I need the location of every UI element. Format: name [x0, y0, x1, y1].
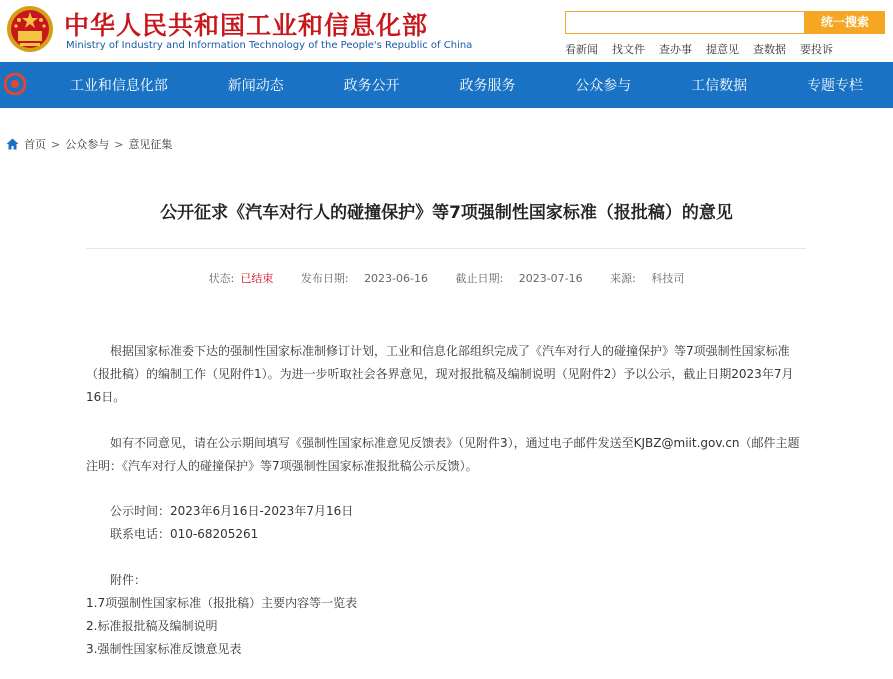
site-title[interactable]: 中华人民共和国工业和信息化部: [64, 11, 429, 40]
nav-item-data[interactable]: 工信数据: [691, 78, 748, 94]
meta-status: [203, 272, 280, 285]
nav-item-news[interactable]: 新闻动态: [227, 78, 284, 94]
nav-item-gov-services[interactable]: 政务服务: [459, 78, 516, 94]
site-header: [0, 0, 893, 62]
site-subtitle: Ministry of Industry and Information Technology of the People's Republic of China: [66, 40, 473, 51]
publicity-time: 公示时间：2023年6月16日-2023年7月16日: [110, 504, 354, 518]
quick-link-feedback[interactable]: 提意见: [706, 43, 739, 56]
meta-deadline-label: 截止日期:: [455, 272, 504, 285]
attachment-link-2[interactable]: 2.标准报批稿及编制说明: [86, 619, 218, 633]
quick-link-documents[interactable]: 找文件: [612, 43, 645, 56]
article-paragraph-1: 根据国家标准委下达的强制性国家标准制修订计划，工业和信息化部组织完成了《汽车对行人的碰撞保护》等7项强制性国家标准（报批稿）的编制工作（见附件1）。为进一步听取社会各界意见，现对报批稿及编制说明（见附件2）予以公示，截止日期2023年7月16日。: [86, 344, 794, 404]
quick-link-services[interactable]: 查办事: [659, 43, 692, 56]
nav-item-gov-affairs[interactable]: 政务公开: [343, 78, 400, 94]
main-nav: [0, 62, 893, 108]
meta-publish-value: 2023-06-16: [364, 272, 428, 285]
quick-link-data[interactable]: 查数据: [753, 43, 786, 56]
quick-link-complaint[interactable]: 要投诉: [800, 43, 833, 56]
meta-source-value: 科技司: [651, 272, 685, 285]
nav-item-ministry[interactable]: 工业和信息化部: [69, 78, 168, 94]
meta-deadline: [450, 272, 589, 285]
status-badge: 已结束: [240, 272, 274, 285]
title-divider: [86, 248, 806, 249]
breadcrumb-separator: >: [114, 137, 124, 151]
article-paragraph-2: 如有不同意见，请在公示期间填写《强制性国家标准意见反馈表》（见附件3），通过电子邮件发送至KJBZ@miit.gov.cn（邮件主题注明：《汽车对行人的碰撞保护》等7项强制性国家标准报批稿公示反馈）。: [86, 436, 800, 473]
search-button[interactable]: 统一搜索: [805, 11, 885, 34]
quick-links: [565, 41, 833, 57]
attachment-link-3[interactable]: 3.强制性国家标准反馈意见表: [86, 642, 242, 656]
article-title: 公开征求《汽车对行人的碰撞保护》等7项强制性国家标准（报批稿）的意见: [160, 203, 733, 223]
nav-item-special-topics[interactable]: 专题专栏: [806, 78, 863, 94]
meta-publish-label: 发布日期:: [300, 272, 349, 285]
meta-publish-date: [295, 272, 434, 285]
home-icon: [6, 138, 19, 150]
meta-status-label: 状态:: [208, 272, 235, 285]
nav-item-public-participation[interactable]: 公众参与: [575, 78, 632, 94]
breadcrumb-home[interactable]: 首页: [24, 138, 46, 151]
article-meta: [0, 270, 893, 286]
breadcrumb: [6, 136, 172, 152]
article-info: [86, 500, 806, 546]
ministry-logo-icon: [4, 73, 26, 95]
attachments-section: [86, 569, 806, 661]
meta-source-label: 来源:: [610, 272, 636, 285]
search-input[interactable]: [565, 11, 805, 34]
breadcrumb-solicitation[interactable]: 意见征集: [128, 138, 173, 151]
meta-source: [604, 272, 690, 285]
breadcrumb-public-participation[interactable]: 公众参与: [65, 138, 110, 151]
quick-link-news[interactable]: 看新闻: [565, 43, 598, 56]
breadcrumb-separator: >: [51, 137, 61, 151]
attachments-label: 附件：: [110, 573, 147, 587]
attachment-link-1[interactable]: 1.7项强制性国家标准（报批稿）主要内容等一览表: [86, 596, 358, 610]
national-emblem-icon[interactable]: [6, 4, 54, 54]
meta-deadline-value: 2023-07-16: [518, 272, 583, 285]
contact-phone: 联系电话：010-68205261: [110, 527, 259, 541]
